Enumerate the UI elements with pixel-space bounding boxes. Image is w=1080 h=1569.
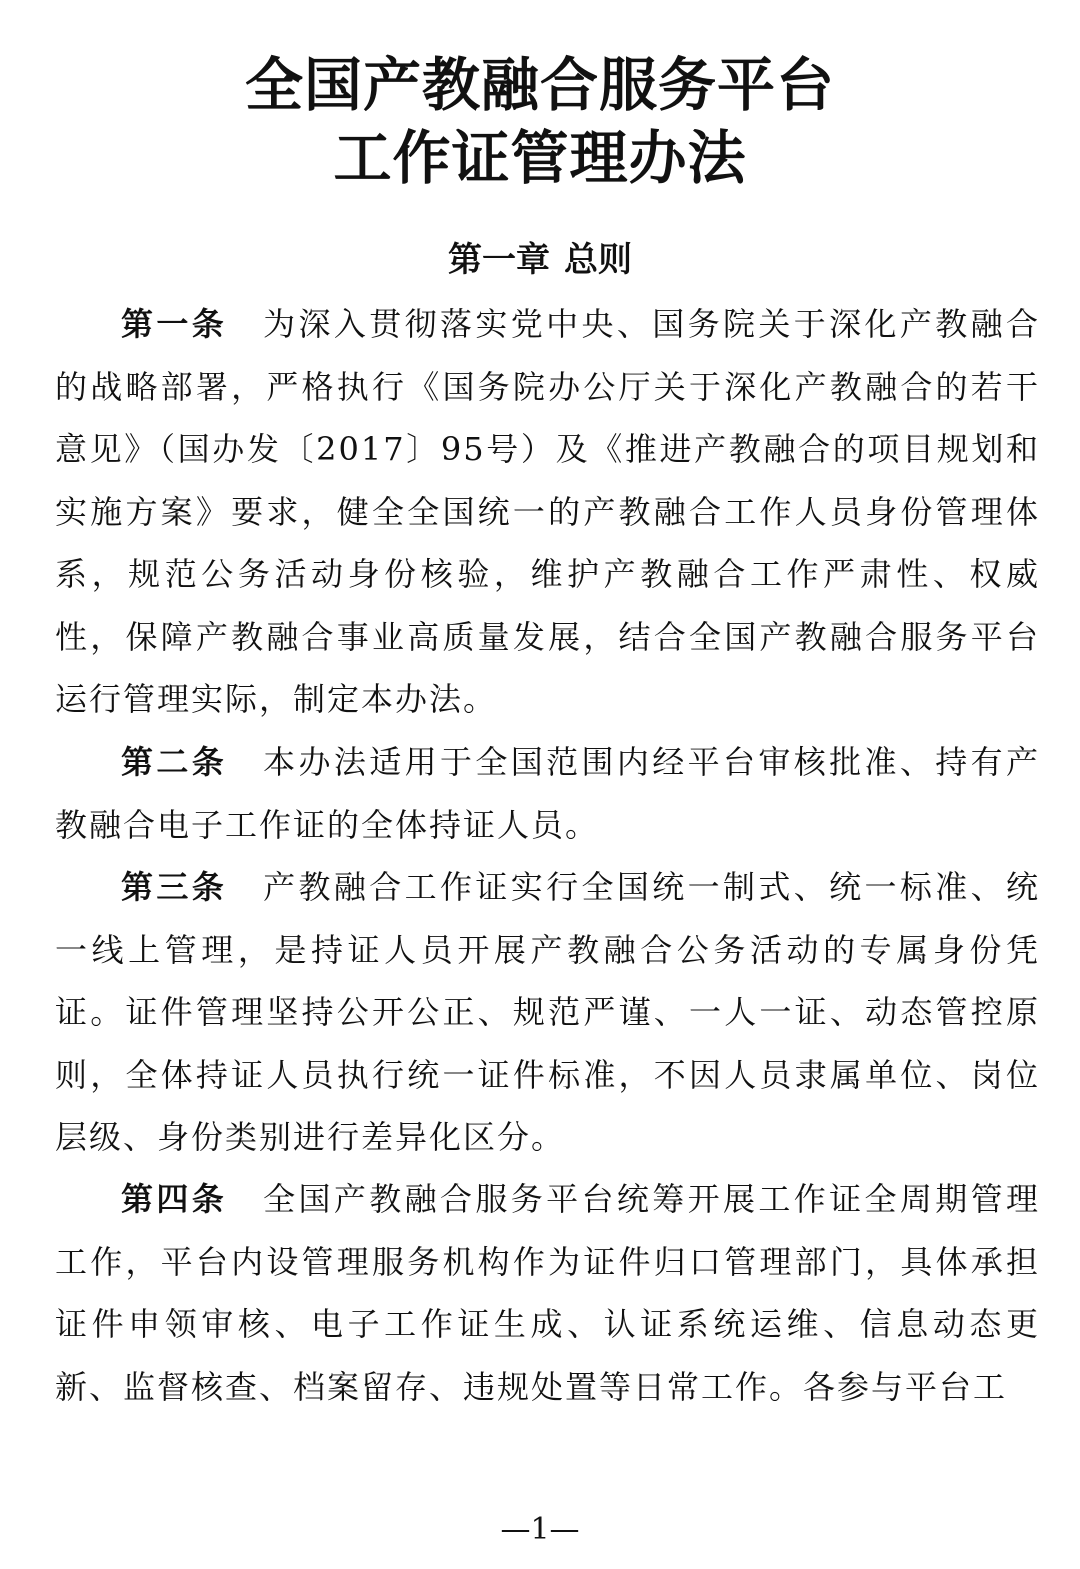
document-title-line1: 全国产教融合服务平台 — [244, 51, 835, 119]
article-text: 产教融合工作证实行全国统一制式、统一标准、统一线上管理，是持证人员开展产教融合公务活动的专属身份凭证。证件管理坚持公开公正、规范严谨、一人一证、动态管控原则，全体持证人员执行统一证件标准，不因人员隶属单位、岗位层级、身份类别进行差异化区分。 — [55, 868, 1040, 1156]
article-text: 为深入贯彻落实党中央、国务院关于深化产教融合的战略部署，严格执行《国务院办公厅关于深化产教融合的若干意见》（国办发〔2017〕95号）及《推进产教融合的项目规划和实施方案》要求，健全全国统一的产教融合工作人员身份管理体系，规范公务活动身份核验，维护产教融合工作严肃性、权威性，保障产教融合事业高质量发展，结合全国产教融合服务平台运行管理实际，制定本办法。 — [55, 305, 1040, 718]
article-2 — [55, 731, 1040, 856]
article-label: 第四条 — [121, 1180, 228, 1218]
article-text: 全国产教融合服务平台统筹开展工作证全周期管理工作，平台内设管理服务机构作为证件归口管理部门，具体承担证件申领审核、电子工作证生成、认证系统运维、信息动态更新、监督核查、档案留存、违规处置等日常工作。各参与平台工 — [55, 1180, 1040, 1406]
article-text: 本办法适用于全国范围内经平台审核批准、持有产教融合电子工作证的全体持证人员。 — [55, 743, 1040, 844]
document-title-line2: 工作证管理办法 — [333, 124, 747, 192]
chapter-name: 总则 — [564, 240, 632, 280]
article-label: 第一条 — [121, 305, 228, 343]
article-label: 第三条 — [121, 868, 228, 906]
chapter-heading — [0, 234, 1080, 286]
article-1 — [55, 293, 1040, 731]
article-label: 第二条 — [121, 743, 228, 781]
page-number: —1— — [500, 1512, 580, 1547]
article-3 — [55, 856, 1040, 1169]
chapter-number: 第一章 — [448, 240, 550, 280]
article-4 — [55, 1168, 1040, 1418]
